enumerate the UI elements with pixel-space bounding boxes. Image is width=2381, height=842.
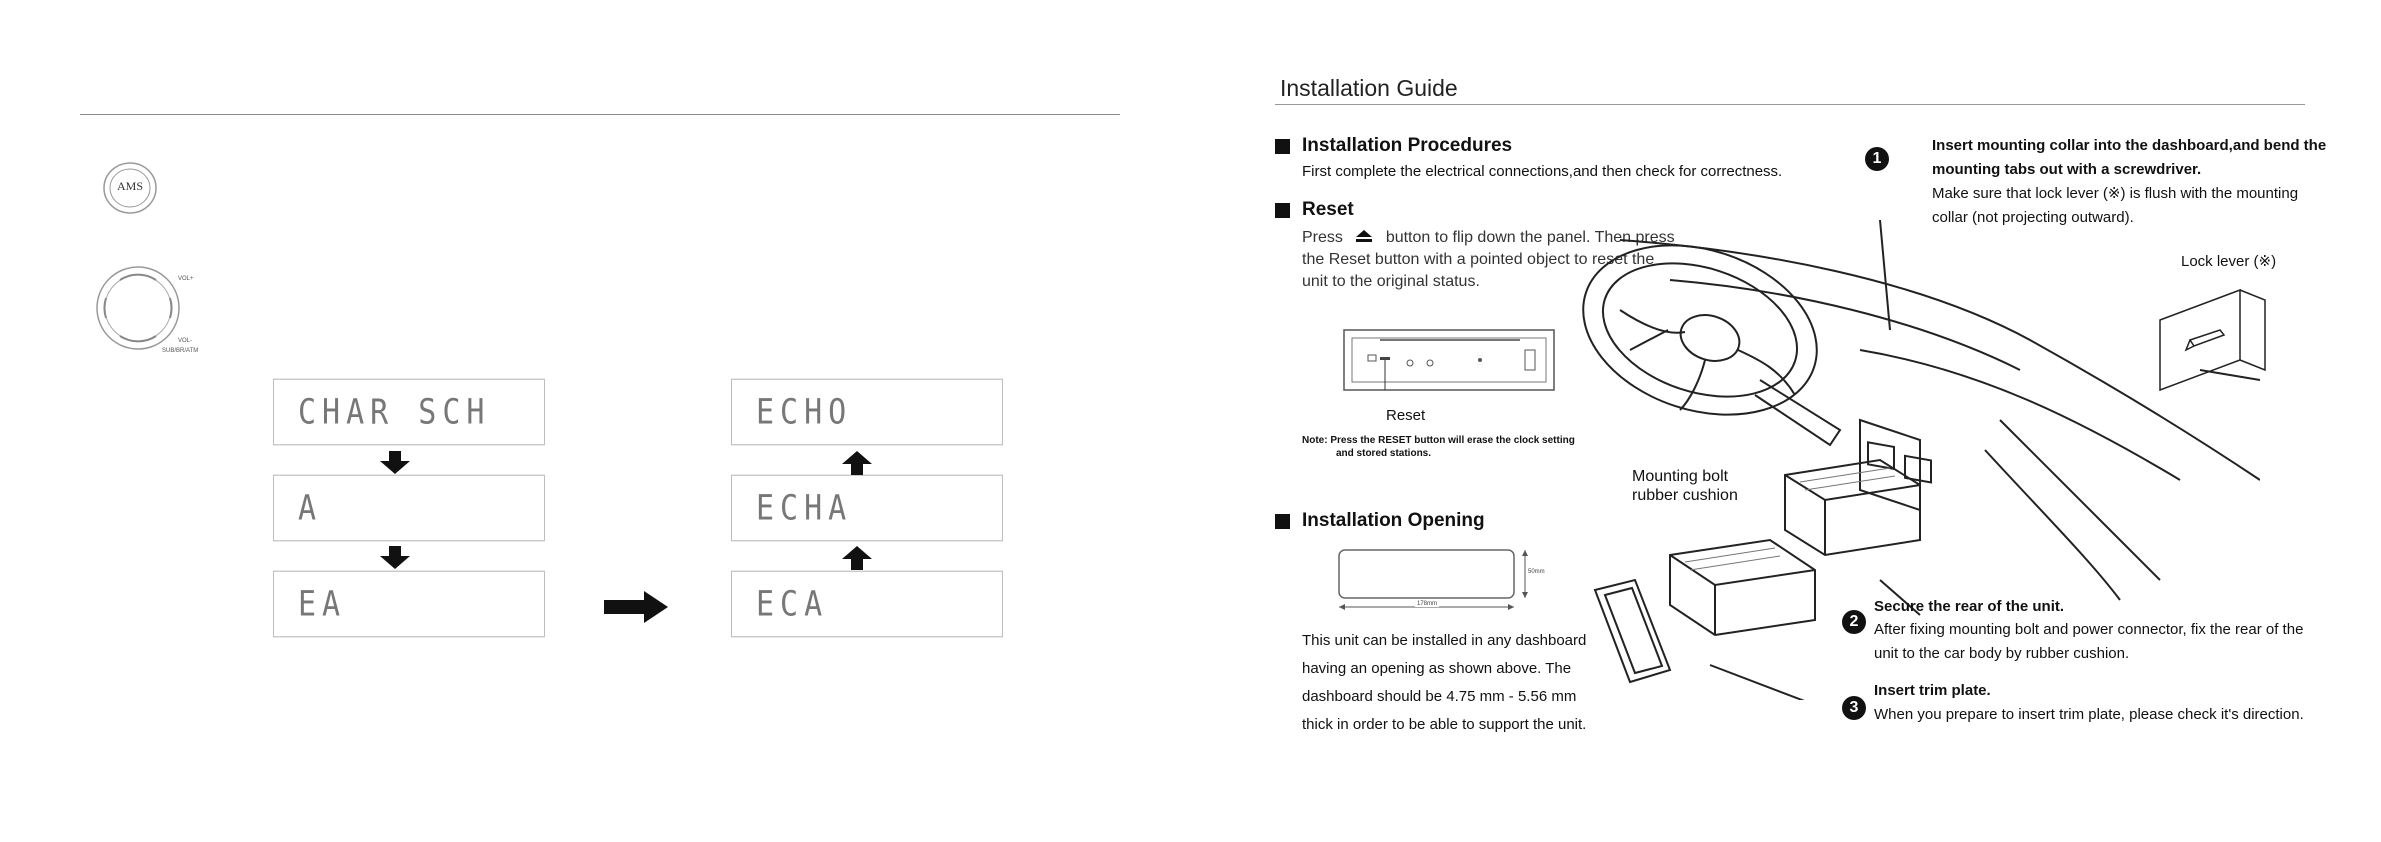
eject-icon [1347,227,1381,248]
opening-height-label: 50mm [1528,569,1545,575]
section-bullet-icon [1275,203,1290,218]
opening-line-3: dashboard should be 4.75 mm - 5.56 mm [1302,688,1577,705]
step-3-badge: 3 [1842,696,1866,720]
reset-heading: Reset [1302,199,1354,220]
opening-width-label: 178mm [1417,601,1438,607]
step-3-text: When you prepare to insert trim plate, please check it's direction. [1874,706,2304,723]
reset-note-line-2: and stored stations. [1336,448,1432,459]
mounting-label-2: rubber cushion [1632,487,1738,504]
opening-line-1: This unit can be installed in any dashboard [1302,632,1587,649]
title-rule [1275,104,2305,105]
lcd-display-echo: ECHO [731,379,1003,446]
reset-line-2: the Reset button with a pointed object to reset the [1302,251,1655,268]
lcd-display-ea: EA [273,571,545,638]
page-title: Installation Guide [1280,75,1458,101]
reset-line-3: unit to the original status. [1302,273,1480,290]
left-top-rule [80,114,1120,115]
reset-line-1-pre: Press [1302,229,1343,246]
ams-button-icon [102,160,158,216]
step-1-bold-1: Insert mounting collar into the dashboard,and bend the [1932,137,2327,154]
lcd-display-eca: ECA [731,571,1003,638]
opening-line-2: having an opening as shown above. The [1302,660,1572,677]
arrow-up-icon [842,546,872,575]
volume-knob-icon [80,258,210,358]
step-3-bold: Insert trim plate. [1874,682,1991,699]
opening-heading: Installation Opening [1302,510,1485,531]
lock-lever-label: Lock lever (※) [2181,253,2277,270]
knob-vol-down-label: VOL- [178,338,193,344]
section-bullet-icon [1275,139,1290,154]
reset-caption: Reset [1386,407,1426,424]
knob-sub-label: SUB/BR/ATM [162,348,199,354]
step-2-bold: Secure the rear of the unit. [1874,598,2065,615]
reset-panel-diagram [1340,320,1560,400]
arrow-down-icon [380,451,410,480]
knob-vol-up-label: VOL+ [178,276,194,282]
mounting-label-1: Mounting bolt [1632,468,1729,485]
step-2-badge: 2 [1842,610,1866,634]
lcd-display-char-sch: CHAR SCH [273,379,545,446]
lcd-display-a: A [273,475,545,542]
lcd-display-echa: ECHA [731,475,1003,542]
step-1-text-2: collar (not projecting outward). [1932,209,2134,226]
step-2-text-2: unit to the car body by rubber cushion. [1874,645,2130,662]
reset-note-line-1: Note: Press the RESET button will erase the clock setting [1302,435,1575,446]
opening-diagram [1335,545,1545,615]
section-bullet-icon [1275,514,1290,529]
reset-line-1-post: button to flip down the panel. Then press [1385,229,1675,246]
arrow-right-icon [604,591,668,628]
step-1-text-1: Make sure that lock lever (※) is flush with the mounting [1932,185,2299,202]
step-1-bold-2: mounting tabs out with a screwdriver. [1932,161,2202,178]
arrow-up-icon [842,451,872,480]
step-1-badge: 1 [1865,147,1889,171]
step-2-text-1: After fixing mounting bolt and power connector, fix the rear of the [1874,621,2304,638]
procedures-text: First complete the electrical connections,and then check for correctness. [1302,163,1783,180]
opening-line-4: thick in order to be able to support the unit. [1302,716,1587,733]
arrow-down-icon [380,546,410,575]
ams-label: AMS [116,179,143,193]
lock-lever-diagram [2150,280,2270,400]
procedures-heading: Installation Procedures [1302,135,1513,156]
